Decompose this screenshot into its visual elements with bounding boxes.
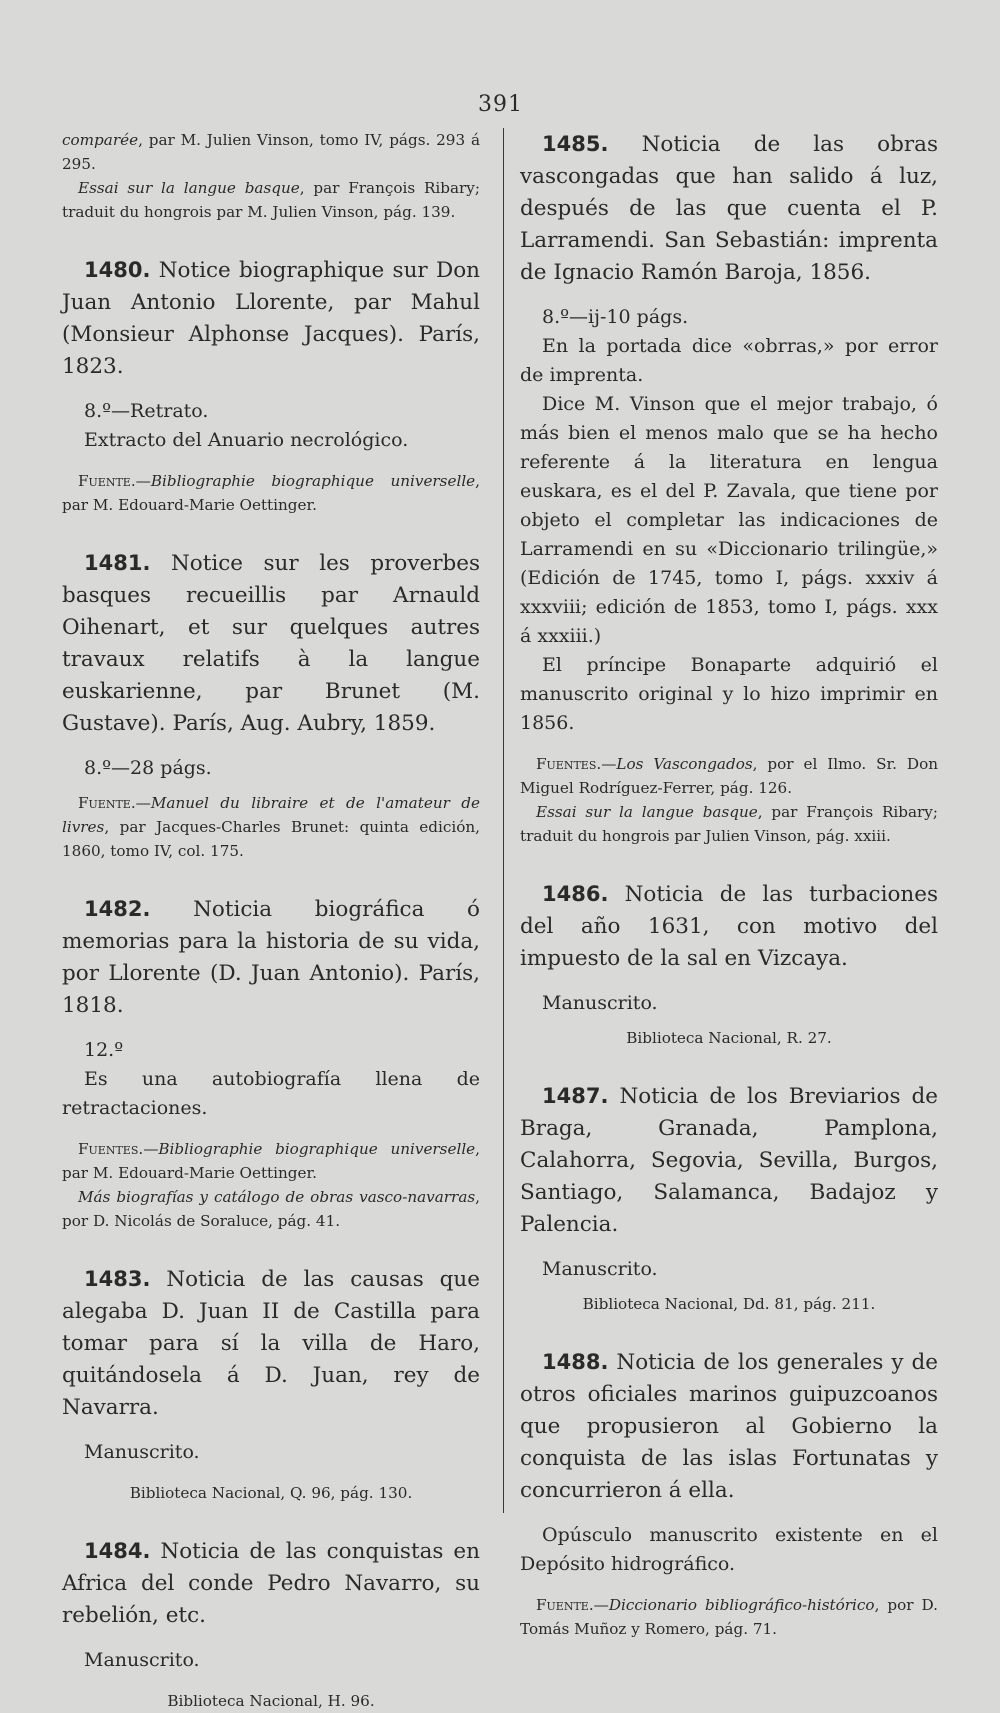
entry-1484 (62, 1535, 480, 1713)
entry-format: 12.º (84, 1039, 124, 1061)
entry-number: 1485. (542, 132, 609, 156)
entry-1480 (62, 254, 480, 517)
entry-source: Essai sur la langue basque, par François Ribary; traduit du hongrois par Julien Vinson, pág. xxiii. (520, 803, 938, 845)
entry-title: 1486. Noticia de las turbaciones del año 1631, con motivo del impuesto de la sal en Vizcaya. (520, 882, 938, 971)
entry-note: Extracto del Anuario necrológico. (84, 429, 409, 451)
entry-number: 1488. (542, 1350, 609, 1374)
entry-source: Fuentes.—Bibliographie biographique universelle, par M. Edouard-Marie Oettinger. (62, 1140, 480, 1182)
entry-note: El príncipe Bonaparte adquirió el manuscrito original y lo hizo imprimir en 1856. (520, 654, 938, 734)
entry-format: 8.º—28 págs. (84, 757, 212, 779)
entry-format: 8.º—ij-10 págs. (542, 306, 689, 328)
entry-format: Manuscrito. (542, 992, 658, 1014)
entry-source: Más biografías y catálogo de obras vasco-navarras, por D. Nicolás de Soraluce, pág. 41. (62, 1188, 480, 1230)
entry-note: En la portada dice «obrras,» por error de imprenta. (520, 335, 938, 386)
left-column (62, 128, 480, 1713)
entry-location: Biblioteca Nacional, R. 27. (626, 1029, 832, 1047)
entry-note: Es una autobiografía llena de retractaciones. (62, 1068, 480, 1119)
entry-source: Fuentes.—Los Vascongados, por el Ilmo. Sr. Don Miguel Rodríguez-Ferrer, pág. 126. (520, 755, 938, 797)
entry-1488 (520, 1346, 938, 1641)
entry-location: Biblioteca Nacional, Dd. 81, pág. 211. (582, 1295, 876, 1313)
entry-title: 1481. Notice sur les proverbes basques recueillis par Arnauld Oihenart, et sur quelques autres travaux relatifs à la langue euskarienne, par Brunet (M. Gustave). París, Aug. Aubry, 1859. (62, 551, 481, 736)
column-divider (503, 128, 504, 1513)
entry-format: Manuscrito. (542, 1258, 658, 1280)
entry-1483 (62, 1263, 480, 1505)
entry-1485 (520, 128, 938, 848)
entry-number: 1484. (84, 1539, 151, 1563)
entry-format: Manuscrito. (84, 1441, 200, 1463)
entry-number: 1483. (84, 1267, 151, 1291)
entry-number: 1481. (84, 551, 151, 575)
entry-source: Fuente.—Manuel du libraire et de l'amateur de livres, par Jacques-Charles Brunet: quinta edición, 1860, tomo IV, col. 175. (62, 794, 480, 860)
entry-title: 1483. Noticia de las causas que alegaba D. Juan II de Castilla para tomar para sí la villa de Haro, quitándosela á D. Juan, rey de Navarra. (62, 1267, 480, 1420)
entry-title: 1487. Noticia de los Breviarios de Braga, Granada, Pamplona, Calahorra, Segovia, Sevilla, Burgos, Santiago, Salamanca, Badajoz y Palencia. (520, 1084, 938, 1237)
continuation-citation: comparée, par M. Julien Vinson, tomo IV, págs. 293 á 295. (62, 131, 480, 173)
entry-note: Dice M. Vinson que el mejor trabajo, ó más bien el menos malo que se ha hecho referente á la literatura en lengua euskara, es el del P. Zavala, que tiene por objeto el completar las indicaciones de Larramendi en su «Diccionario trilingüe,» (Edición de 1745, tomo I, págs. xxxiv á xxxviii; edición de 1853, tomo I, págs. xxx á xxxiii.) (520, 393, 938, 647)
entry-title: 1480. Notice biographique sur Don Juan Antonio Llorente, par Mahul (Monsieur Alphonse Jacques). París, 1823. (62, 258, 480, 379)
entry-title: 1485. Noticia de las obras vascongadas que han salido á luz, después de las que cuenta el P. Larramendi. San Sebastián: imprenta de Ignacio Ramón Baroja, 1856. (520, 132, 938, 285)
entry-1487 (520, 1080, 938, 1316)
entry-1486 (520, 878, 938, 1050)
entry-format: 8.º—Retrato. (84, 400, 209, 422)
entry-format: Manuscrito. (84, 1649, 200, 1671)
entry-number: 1482. (84, 897, 151, 921)
entry-location: Biblioteca Nacional, H. 96. (167, 1692, 375, 1710)
entry-title: 1482. Noticia biográfica ó memorias para la historia de su vida, por Llorente (D. Juan Antonio). París, 1818. (62, 897, 480, 1018)
entry-source: Fuente.—Diccionario bibliográfico-histórico, por D. Tomás Muñoz y Romero, pág. 71. (520, 1596, 938, 1638)
entry-title: 1488. Noticia de los generales y de otros oficiales marinos guipuzcoanos que propusieron al Gobierno la conquista de las islas Fortunatas y concurrieron á ella. (520, 1350, 938, 1503)
page-number: 391 (478, 92, 523, 117)
right-column (520, 128, 938, 1641)
entry-title: 1484. Noticia de las conquistas en Africa del conde Pedro Navarro, su rebelión, etc. (62, 1539, 480, 1628)
entry-note: Opúsculo manuscrito existente en el Depósito hidrográfico. (520, 1524, 938, 1575)
continuation-citation: Essai sur la langue basque, par François Ribary; traduit du hongrois par M. Julien Vinson, pág. 139. (62, 179, 480, 221)
entry-number: 1487. (542, 1084, 609, 1108)
entry-location: Biblioteca Nacional, Q. 96, pág. 130. (129, 1484, 413, 1502)
entry-1481 (62, 547, 480, 863)
entry-1482 (62, 893, 480, 1233)
entry-number: 1486. (542, 882, 609, 906)
entry-number: 1480. (84, 258, 151, 282)
entry-source: Fuente.—Bibliographie biographique universelle, par M. Edouard-Marie Oettinger. (62, 472, 480, 514)
